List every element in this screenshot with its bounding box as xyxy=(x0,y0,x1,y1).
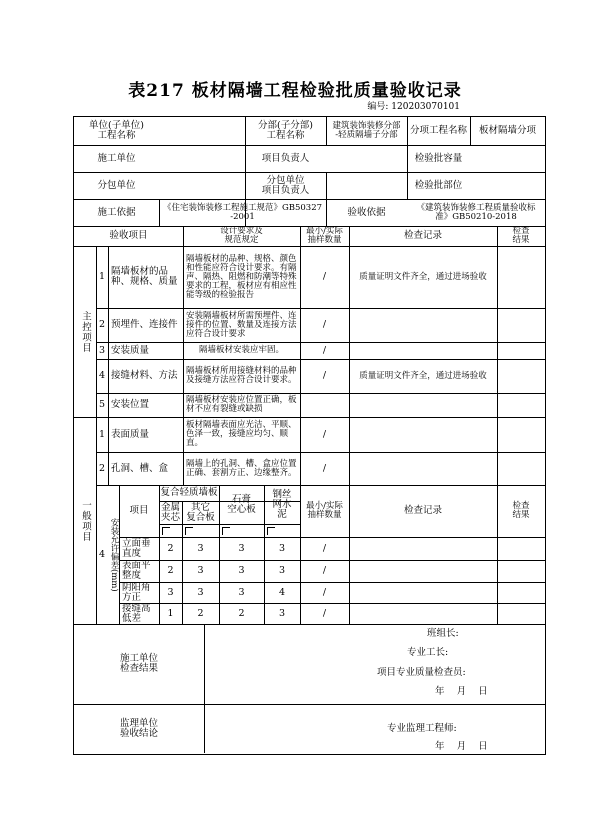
main-item-sample: / xyxy=(322,271,327,282)
deviation-value: 3 xyxy=(278,542,286,554)
pm-label: 项目负责人 xyxy=(261,152,310,164)
main-item-no: 3 xyxy=(98,344,106,356)
deviation-row-name: 表面平 整度 xyxy=(122,560,151,581)
supervisor-engineer-label: 专业监理工程师: xyxy=(387,723,457,734)
deviation-item-header: 项目 xyxy=(129,505,149,516)
deviation-value: 2 xyxy=(238,607,245,619)
main-item-req: 安装隔墙板材所需预埋件、连接件的位置、数量及连接方法应符合设计要求 xyxy=(186,310,297,339)
deviation-value: 2 xyxy=(167,542,174,554)
main-item-sample: / xyxy=(322,344,327,356)
main-item-req: 隔墙板材安装应位置正确，板材不应有裂缝或缺损 xyxy=(186,395,297,414)
deviation-value: 3 xyxy=(238,542,245,554)
gypsum-header: 石膏 空心板 xyxy=(227,493,256,515)
inspector-label: 项目专业质量检查员: xyxy=(377,667,466,678)
team-leader-label: 班组长: xyxy=(427,628,459,639)
composite-header: 复合轻质墙板 xyxy=(160,487,218,498)
basis-label: 施工依据 xyxy=(97,206,136,218)
main-item-req: 隔墙板材的品种、规格、颜色和性能应符合设计要求。有隔声、隔热、阻燃和防潮等特殊要求的工程，板材应有相应性能等级的检验报告 xyxy=(186,253,297,300)
gypsum-checkbox[interactable] xyxy=(222,527,230,535)
item-label: 分项工程名称 xyxy=(409,125,467,136)
main-item-name: 安装质量 xyxy=(111,344,150,356)
main-item-no: 1 xyxy=(98,271,106,282)
deviation-value: 3 xyxy=(238,586,245,598)
main-item-req: 隔墙板材安装应牢固。 xyxy=(198,345,284,355)
wire-mesh-checkbox[interactable] xyxy=(267,527,275,535)
deviation-sample: / xyxy=(322,607,327,619)
deviation-value: 2 xyxy=(197,607,204,619)
deviation-value: 3 xyxy=(197,542,204,554)
col-item: 验收项目 xyxy=(109,230,148,241)
col-sample: 最小/实际 抽样数量 xyxy=(306,226,343,245)
general-item-name: 孔洞、槽、盒 xyxy=(111,462,169,474)
deviation-sample-header: 最小/实际 抽样数量 xyxy=(306,501,343,520)
deviation-sample: / xyxy=(322,586,327,598)
deviation-sample: / xyxy=(322,542,327,554)
subcontractor-label: 分包单位 xyxy=(97,179,136,191)
general-group-label: 一般项目 xyxy=(80,499,91,542)
constructor-label: 施工单位 xyxy=(97,152,136,164)
deviation-no: 4 xyxy=(98,548,106,560)
sub-part-label: 分部(子分部) 工程名称 xyxy=(258,120,313,141)
main-item-no: 4 xyxy=(98,370,106,381)
other-composite-header: 其它 复合板 xyxy=(186,501,215,523)
deviation-value: 2 xyxy=(167,565,174,576)
deviation-value: 3 xyxy=(238,565,245,576)
main-item-no: 2 xyxy=(98,319,106,330)
deviation-value: 3 xyxy=(197,565,204,576)
main-group-label: 主控项目 xyxy=(80,310,91,353)
date-supervisor: 年 月 日 xyxy=(435,741,488,752)
main-item-record: 质量证明文件齐全，通过进场验收 xyxy=(359,271,487,282)
deviation-row-name: 立面垂 直度 xyxy=(122,537,151,559)
sub-pm-label: 分包单位 项目负责人 xyxy=(261,174,310,196)
general-item-no: 1 xyxy=(98,428,106,440)
col-design: 设计要求及 规范规定 xyxy=(220,226,263,245)
acceptance-basis-value: 《建筑装饰装修工程质量验收标 准》GB50210-2018 xyxy=(416,202,536,222)
deviation-result-header: 检查 结果 xyxy=(512,501,530,520)
wire-mesh-header: 钢丝 网水 泥 xyxy=(272,488,292,520)
deviation-sample: / xyxy=(322,565,327,576)
general-item-sample: / xyxy=(322,428,327,440)
capacity-label: 检验批容量 xyxy=(414,152,463,164)
main-item-name: 接缝材料、方法 xyxy=(111,370,178,381)
general-item-req: 板材隔墙表面应光洁、平顺、色泽一致，接缝应均匀、顺直。 xyxy=(186,420,297,448)
main-item-name: 预埋件、连接件 xyxy=(111,319,178,330)
metal-core-checkbox[interactable] xyxy=(162,527,170,535)
main-item-sample: / xyxy=(322,370,327,381)
deviation-side-label: 安装允许偏差(mm) xyxy=(109,517,119,592)
date-constructor: 年 月 日 xyxy=(435,686,488,697)
sub-part-value: 建筑装饰装修分部 -轻质隔墙子分部 xyxy=(332,121,401,140)
general-item-no: 2 xyxy=(98,462,106,474)
inspection-form xyxy=(73,116,546,755)
deviation-record-header: 检查记录 xyxy=(403,505,442,516)
foreman-label: 专业工长: xyxy=(407,647,449,658)
main-item-no: 5 xyxy=(98,399,106,410)
deviation-value: 3 xyxy=(167,586,174,598)
deviation-value: 3 xyxy=(197,586,204,598)
page-title: 表217 板材隔墙工程检验批质量验收记录 xyxy=(128,81,462,101)
main-item-sample: / xyxy=(322,319,327,330)
main-item-record: 质量证明文件齐全，通过进场验收 xyxy=(359,370,487,381)
general-item-sample: / xyxy=(322,462,327,474)
supervisor-conclusion-label: 监理单位 验收结论 xyxy=(119,717,158,739)
col-result: 检查 结果 xyxy=(512,226,530,245)
item-value: 板材隔墙分项 xyxy=(478,125,536,136)
record-number: 编号: 120203070101 xyxy=(367,102,460,112)
col-record: 检查记录 xyxy=(403,230,442,241)
location-label: 检验批部位 xyxy=(414,179,463,191)
general-item-name: 表面质量 xyxy=(111,428,150,440)
deviation-value: 4 xyxy=(278,586,286,598)
deviation-row-name: 阴阳角 方正 xyxy=(122,582,151,603)
main-item-req: 隔墙板材所用接缝材料的品种及接缝方法应符合设计要求。 xyxy=(186,366,297,385)
deviation-value: 3 xyxy=(278,565,286,576)
deviation-value: 3 xyxy=(278,607,286,619)
deviation-row-name: 接缝高 低差 xyxy=(122,603,151,624)
basis-value: 《住宅装饰装修工程施工规范》GB50327 -2001 xyxy=(162,202,323,222)
unit-label: 单位(子单位) 工程名称 xyxy=(89,120,144,141)
other-composite-checkbox[interactable] xyxy=(185,527,193,535)
general-item-req: 隔墙上的孔洞、槽、盒应位置正确、套割方正、边缘整齐。 xyxy=(186,458,297,478)
main-item-name: 安装位置 xyxy=(111,399,150,410)
constructor-check-label: 施工单位 检查结果 xyxy=(119,653,158,674)
main-item-name: 隔墙板材的品种、规格、质量 xyxy=(111,266,178,287)
acceptance-basis-label: 验收依据 xyxy=(347,206,386,218)
metal-core-header: 金属 夹芯 xyxy=(160,501,180,523)
deviation-value: 1 xyxy=(167,607,174,619)
